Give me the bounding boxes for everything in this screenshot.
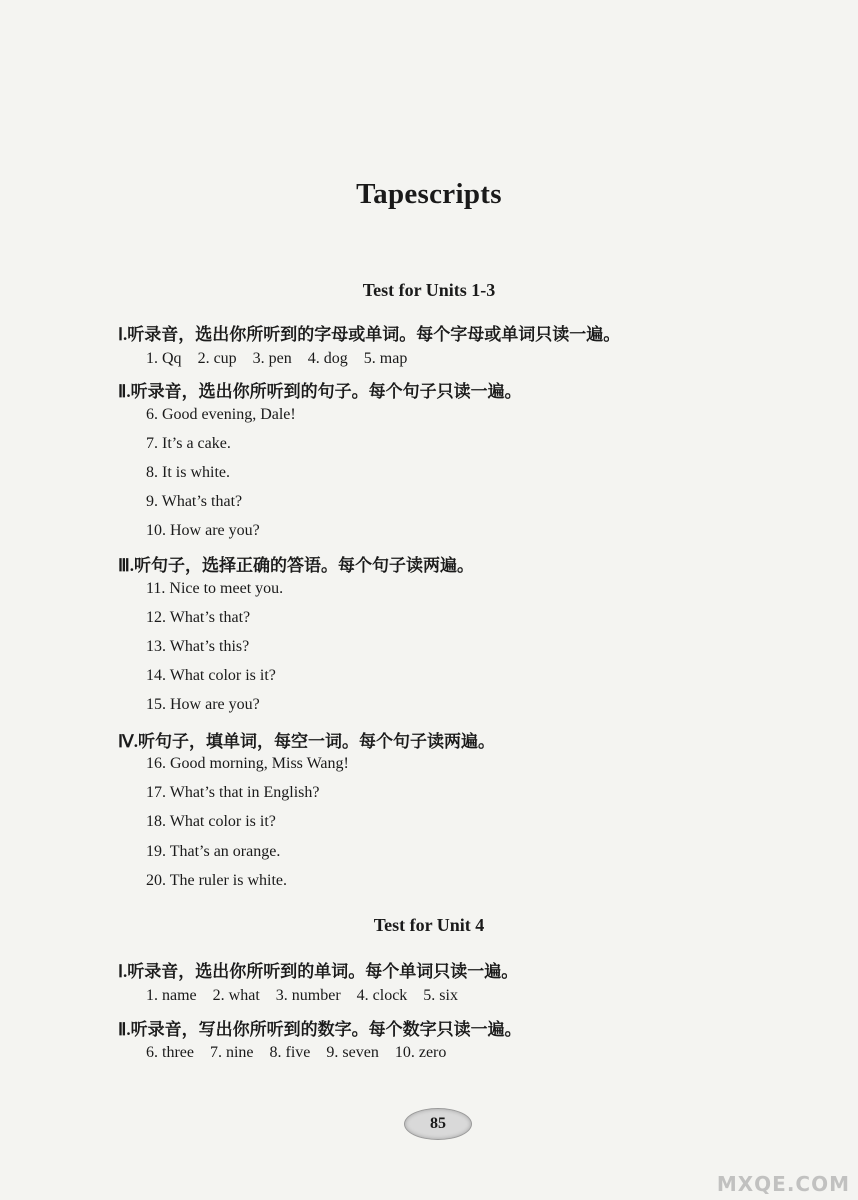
section-heading: Ⅰ.听录音，选出你所听到的单词。每个单词只读一遍。 — [118, 962, 519, 982]
list-item: 18. What color is it? — [146, 813, 276, 830]
list-item: 12. What’s that? — [146, 609, 251, 626]
test-title: Test for Units 1-3 — [362, 280, 496, 300]
page-number: 85 — [404, 1108, 472, 1140]
section-heading: Ⅱ.听录音，写出你所听到的数字。每个数字只读一遍。 — [118, 1020, 522, 1040]
list-item: 13. What’s this? — [146, 638, 250, 655]
list-item: 4. dog — [307, 350, 348, 367]
list-item: 6. three — [146, 1044, 194, 1061]
list-item: 9. What’s that? — [146, 493, 243, 510]
list-item: 20. The ruler is white. — [146, 872, 288, 889]
list-item: 3. pen — [252, 350, 292, 367]
section-heading: Ⅳ.听句子，填单词，每空一词。每个句子读两遍。 — [118, 732, 495, 752]
list-item: 10. How are you? — [146, 522, 260, 539]
list-item: 10. zero — [394, 1044, 447, 1061]
list-item: 14. What color is it? — [146, 667, 276, 684]
list-item: 8. It is white. — [146, 464, 230, 481]
list-item: 19. That’s an orange. — [146, 843, 281, 860]
inline-item-row — [146, 350, 419, 368]
list-item: 16. Good morning, Miss Wang! — [146, 755, 349, 772]
section-heading: Ⅰ.听录音，选出你所听到的字母或单词。每个字母或单词只读一遍。 — [118, 325, 621, 345]
inline-item-row — [146, 987, 470, 1005]
test-title: Test for Unit 4 — [373, 915, 485, 935]
page-title: Tapescripts — [356, 178, 502, 210]
list-item: 11. Nice to meet you. — [146, 580, 284, 597]
list-item: 7. nine — [209, 1044, 254, 1061]
list-item: 8. five — [269, 1044, 311, 1061]
list-item: 6. Good evening, Dale! — [146, 406, 296, 423]
list-item: 17. What’s that in English? — [146, 784, 320, 801]
list-item: 2. what — [212, 987, 260, 1004]
inline-item-row — [146, 1044, 458, 1062]
list-item: 9. seven — [326, 1044, 379, 1061]
list-item: 3. number — [275, 987, 341, 1004]
watermark-logo: MXQE.COM — [716, 1172, 850, 1196]
list-item: 7. It’s a cake. — [146, 435, 231, 452]
list-item: 1. Qq — [146, 350, 182, 367]
list-item: 2. cup — [197, 350, 237, 367]
list-item: 5. map — [363, 350, 408, 367]
section-heading: Ⅱ.听录音，选出你所听到的句子。每个句子只读一遍。 — [118, 382, 522, 402]
section-heading: Ⅲ.听句子，选择正确的答语。每个句子读两遍。 — [118, 556, 474, 576]
list-item: 15. How are you? — [146, 696, 260, 713]
list-item: 5. six — [423, 987, 458, 1004]
list-item: 1. name — [146, 987, 197, 1004]
list-item: 4. clock — [356, 987, 408, 1004]
